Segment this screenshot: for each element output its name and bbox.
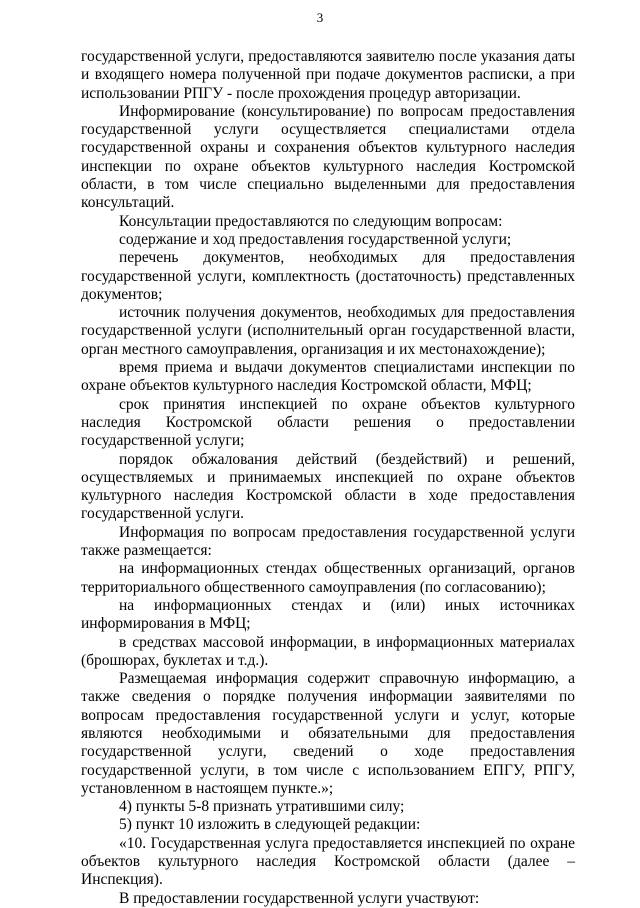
paragraph: Информация по вопросам предоставления государственной услуги также размещается:	[81, 523, 575, 560]
list-item: срок принятия инспекцией по охране объектов культурного наследия Костромской области решения о предоставлении государственной услуги;	[81, 395, 575, 450]
paragraph: государственной услуги, предоставляются заявителю после указания даты и входящего номера полученной при подаче документов расписки, а при использовании РПГУ - после прохождения процедур авторизации.	[81, 48, 575, 102]
list-item: перечень документов, необходимых для предоставления государственной услуги, комплектность (достаточность) представленных документов;	[81, 249, 575, 303]
page-number: 3	[316, 10, 324, 25]
paragraph: Информирование (консультирование) по вопросам предоставления государственной услуги осуществляется специалистами отдела государственной охраны и сохранения объектов культурного наследия инспекции по охране объектов культурного наследия Костромской области, в том числе специально выделенными для предоставления консультаций.	[81, 102, 575, 212]
paragraph: «10. Государственная услуга предоставляется инспекцией по охране объектов культурного наследия Костромской области (далее – Инспекция).	[81, 834, 575, 889]
list-item: на информационных стендах и (или) иных источниках информирования в МФЦ;	[81, 596, 575, 633]
paragraph: Размещаемая информация содержит справочную информацию, а также сведения о порядке получения информации заявителями по вопросам предоставления государственной услуги и услуг, которые являются необходимыми и обязательными для предоставления государственной услуги, сведений о ходе предоставления государственной услуги, в том числе с использованием ЕПГУ, РПГУ, установленном в настоящем пункте.»;	[81, 670, 575, 797]
paragraph: В предоставлении государственной услуги участвуют:	[119, 889, 480, 907]
list-item: на информационных стендах общественных организаций, органов территориального общественного самоуправления (по согласованию);	[81, 560, 575, 596]
document-body	[81, 48, 575, 908]
list-item: порядок обжалования действий (бездействий) и решений, осуществляемых и принимаемых инспекцией по охране объектов культурного наследия Костромской области в ходе предоставления государственной услуги.	[81, 450, 575, 523]
list-item: источник получения документов, необходимых для предоставления государственной услуги (исполнительный орган государственной власти, орган местного самоуправления, организация и их местонахождение);	[81, 304, 575, 358]
list-item: время приема и выдачи документов специалистами инспекции по охране объектов культурного наследия Костромской области, МФЦ;	[81, 359, 575, 395]
list-item: в средствах массовой информации, в информационных материалах (брошюрах, буклетах и т.д.).	[81, 633, 575, 669]
amendment-item: 4) пункты 5-8 признать утратившими силу;	[119, 798, 405, 816]
list-item: содержание и ход предоставления государственной услуги;	[119, 230, 512, 248]
paragraph: Консультации предоставляются по следующим вопросам:	[119, 212, 503, 230]
amendment-item: 5) пункт 10 изложить в следующей редакции:	[119, 816, 421, 834]
